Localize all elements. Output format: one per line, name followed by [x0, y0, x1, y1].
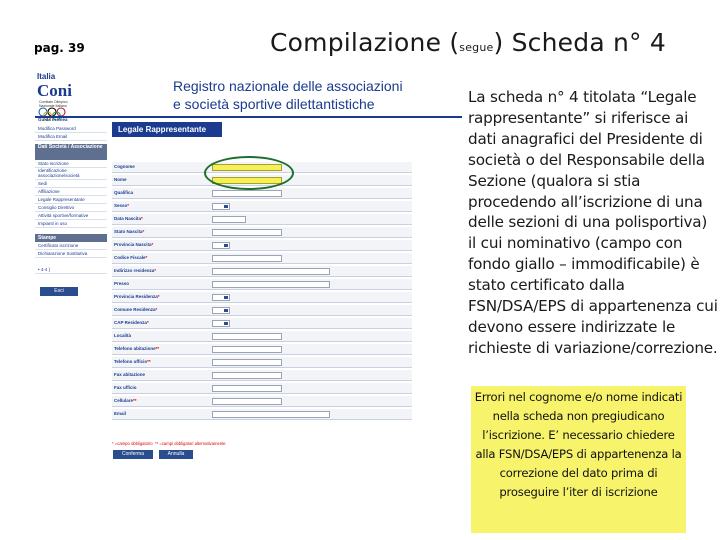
fax-abitazione-field[interactable]	[212, 372, 282, 379]
label-comune-residenza: Comune Residenza*	[114, 307, 158, 312]
codice-fiscale-field[interactable]	[212, 255, 282, 262]
label-data-nascita: Data Nascita*	[114, 216, 143, 221]
label-tel-abitazione: Telefono abitazione**	[114, 346, 160, 351]
row-sesso	[112, 201, 412, 212]
exit-button[interactable]: Esci	[40, 287, 78, 296]
coni-logo	[35, 70, 75, 122]
label-sesso: Sesso*	[114, 203, 130, 208]
logo-name: Coni	[37, 81, 72, 100]
row-qualifica	[112, 188, 412, 199]
cancel-button[interactable]: Annulla	[159, 450, 193, 459]
row-stato-nascita	[112, 227, 412, 238]
localita-field[interactable]	[212, 333, 282, 340]
row-presso	[112, 279, 412, 290]
slide-title-small: segue	[459, 41, 494, 54]
row-indirizzo	[112, 266, 412, 277]
logo-subtitle: Comitato Olimpico Nazionale Italiano	[39, 100, 68, 109]
label-presso: Presso	[114, 281, 130, 286]
registry-title-line2: e società sportive dilettantistiche	[173, 95, 375, 112]
sidebar-item-impianti[interactable]: Impianti in uso	[35, 220, 107, 228]
tel-ufficio-field[interactable]	[212, 359, 282, 366]
comune-residenza-select[interactable]	[212, 307, 230, 314]
label-tel-ufficio: Telefono ufficio**	[114, 359, 151, 364]
sidebar-item-dichiarazione[interactable]: Dichiarazione Sostitutiva	[35, 250, 107, 258]
description-text: La scheda n° 4 titolata “Legale rappresentante” si riferisce ai dati anagrafici del Presidente di società o del Responsabile della Sezione (qualora si stia procedendo all’iscrizione di una delle sezioni di una polisportiva) il cui nominativo (campo con fondo giallo – immodificabile) è stato certificato dalla FSN/DSA/EPS di appartenenza cui devono essere indirizzate le richieste di variazione/correzione.	[468, 88, 718, 357]
sidebar-item-affiliazione[interactable]: Affiliazione	[35, 188, 107, 196]
sidebar-item-email[interactable]: Modifica Email	[35, 133, 107, 141]
label-qualifica: Qualifica	[114, 190, 134, 195]
required-note-a: * =campo obbligatorio	[112, 441, 153, 446]
guide-link[interactable]: Guida in linea	[38, 117, 68, 122]
label-nome: Nome	[114, 177, 127, 182]
sidebar-item-consiglio[interactable]: Consiglio Direttivo	[35, 204, 107, 212]
label-email: Email	[114, 411, 127, 416]
sidebar-section-head: Dati Società / Associazione	[35, 144, 107, 160]
confirm-button[interactable]: Conferma	[113, 450, 153, 459]
indirizzo-field[interactable]	[212, 268, 330, 275]
slide-title-end: ) Scheda n° 4	[493, 28, 666, 57]
label-provincia-residenza: Provincia Residenza*	[114, 294, 160, 299]
row-provincia-nascita	[112, 240, 412, 251]
cap-residenza-select[interactable]	[212, 320, 230, 327]
sidebar	[35, 122, 107, 300]
stato-nascita-field[interactable]	[212, 229, 282, 236]
label-localita: Località	[114, 333, 132, 338]
panel-title: Legale Rappresentante	[112, 122, 222, 137]
row-tel-abitazione	[112, 344, 412, 355]
qualifica-field[interactable]	[212, 190, 282, 197]
label-fax-abitazione: Fax abitazione	[114, 372, 146, 377]
page-number: pag. 39	[34, 41, 85, 55]
row-cap-residenza	[112, 318, 412, 329]
header-divider	[35, 116, 462, 118]
sidebar-item-attivita[interactable]: Attività sportive/formative	[35, 212, 107, 220]
sidebar-stampe-head: Stampe	[35, 234, 107, 242]
label-stato-nascita: Stato Nascita*	[114, 229, 145, 234]
sesso-select[interactable]	[212, 203, 230, 210]
sidebar-item-password[interactable]: Modifica Password	[35, 125, 107, 133]
sidebar-item-sedi[interactable]: Sedi	[35, 180, 107, 188]
email-field[interactable]	[212, 411, 330, 418]
tel-abitazione-field[interactable]	[212, 346, 282, 353]
provincia-nascita-select[interactable]	[212, 242, 230, 249]
logo-country: Italia	[37, 72, 56, 81]
required-note	[112, 441, 226, 446]
row-localita	[112, 331, 412, 342]
sidebar-item-legale[interactable]: Legale Rappresentante	[35, 196, 107, 204]
legal-rep-panel	[112, 122, 412, 440]
label-provincia-nascita: Provincia Nascita*	[114, 242, 154, 247]
form-screenshot	[35, 70, 462, 460]
label-cognome: Cognome	[114, 164, 135, 169]
sidebar-item-extra[interactable]: • 4-4 )	[35, 266, 107, 274]
highlight-circle	[204, 156, 294, 190]
data-nascita-field[interactable]	[212, 216, 246, 223]
sidebar-item-identificazione[interactable]: Identificazione associazione/società	[35, 168, 107, 180]
fax-ufficio-field[interactable]	[212, 385, 282, 392]
cellulare-field[interactable]	[212, 398, 282, 405]
provincia-residenza-select[interactable]	[212, 294, 230, 301]
row-comune-residenza	[112, 305, 412, 316]
row-tel-ufficio	[112, 357, 412, 368]
presso-field[interactable]	[212, 281, 330, 288]
sidebar-item-stato[interactable]: Stato Iscrizione	[35, 160, 107, 168]
row-email	[112, 409, 412, 420]
row-cellulare	[112, 396, 412, 407]
row-data-nascita	[112, 214, 412, 225]
label-cellulare: Cellulare**	[114, 398, 137, 403]
slide-title	[270, 28, 666, 57]
required-note-b: ** =campi obbligatori alternativamente	[154, 441, 226, 446]
row-fax-ufficio	[112, 383, 412, 394]
registry-title	[173, 78, 403, 113]
sidebar-item-certificato[interactable]: Certificato iscrizione	[35, 242, 107, 250]
label-indirizzo: Indirizzo residenza*	[114, 268, 157, 273]
label-fax-ufficio: Fax ufficio	[114, 385, 137, 390]
row-fax-abitazione	[112, 370, 412, 381]
slide-title-main: Compilazione (	[270, 28, 460, 57]
row-provincia-residenza	[112, 292, 412, 303]
label-cap-residenza: CAP Residenza*	[114, 320, 149, 325]
row-codice-fiscale	[112, 253, 412, 264]
registry-title-line1: Registro nazionale delle associazioni	[173, 78, 403, 94]
callout-text: Errori nel cognome e/o nome indicati nella scheda non pregiudicano l’iscrizione. E’ necessario chiedere alla FSN/DSA/EPS di appartenenza la correzione del dato prima di proseguire l’iter di iscrizione	[474, 390, 683, 499]
label-codice-fiscale: Codice Fiscale*	[114, 255, 148, 260]
